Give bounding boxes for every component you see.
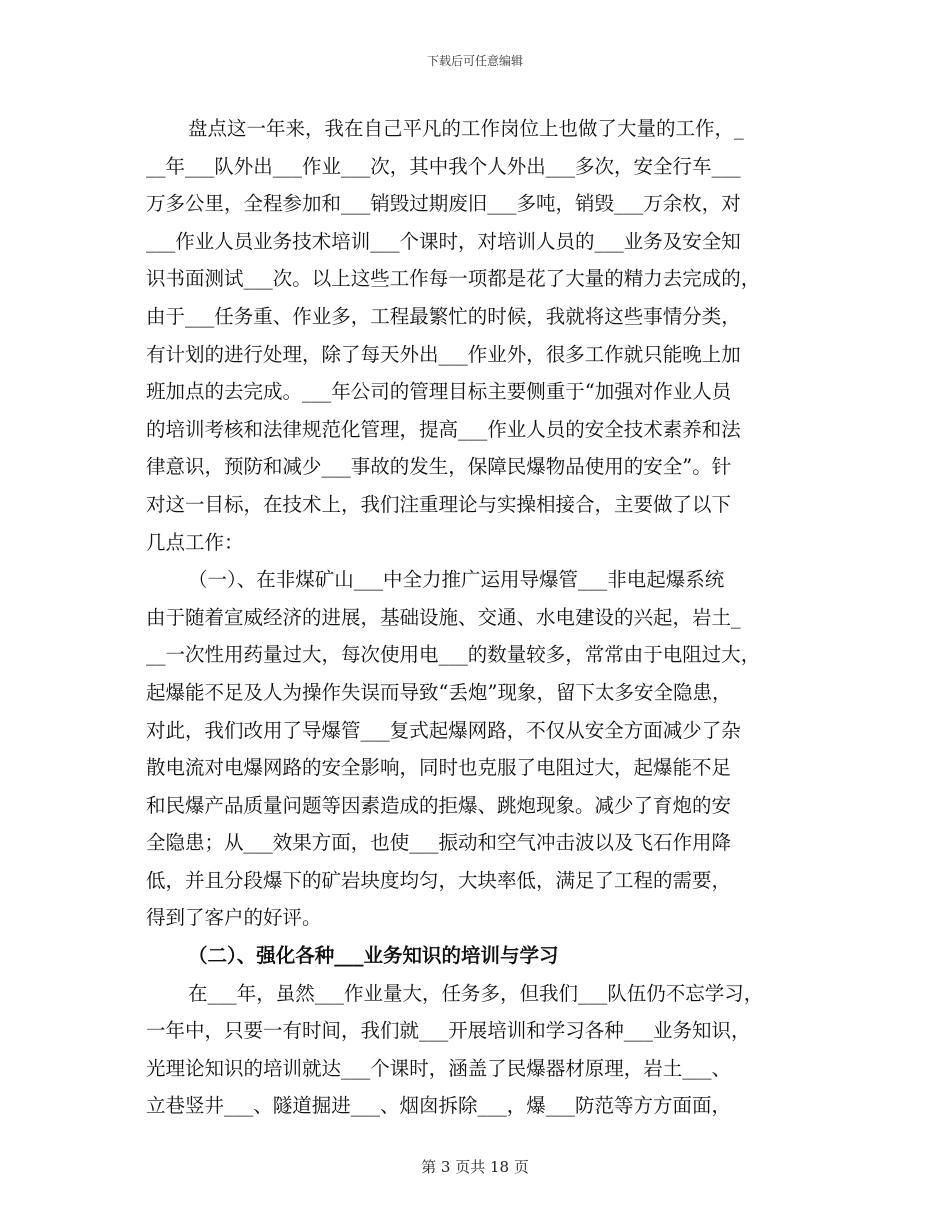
paragraph-line: 对此，我们改用了导爆管___复式起爆网路，不仅从安全方面减少了杂 [146, 718, 741, 742]
paragraph-line: 律意识，预防和减少___事故的发生，保障民爆物品使用的安全”。针 [146, 455, 732, 479]
paragraph-line: 识书面测试___次。以上这些工作每一项都是花了大量的精力去完成的， [146, 267, 761, 291]
paragraph-line: __一次性用药量过大，每次使用电___的数量较多，常常由于电阻过大， [146, 643, 761, 667]
paragraph-line: 立巷竖井___、隧道掘进___、烟囱拆除___，爆___防范等方方面面， [146, 1094, 732, 1118]
paragraph-line: 起爆能不足及人为操作失误而导致“丢炮”现象，留下太多安全隐患， [146, 680, 732, 704]
page-header: 下载后可任意编辑 [426, 54, 523, 68]
paragraph-line: 有计划的进行处理，除了每天外出___作业外，很多工作就只能晚上加 [146, 342, 741, 366]
paragraph-line: 一年中，只要一有时间，我们就___开展培训和学习各种___业务知识， [146, 1019, 751, 1043]
paragraph-line: 万多公里，全程参加和___销毁过期废旧___多吨，销毁___万余枚，对 [146, 192, 741, 216]
paragraph-line: 全隐患；从___效果方面，也使___振动和空气冲击波以及飞石作用降 [146, 831, 732, 855]
paragraph-line: 对这一目标，在技术上，我们注重理论与实操相接合，主要做了以下 [146, 492, 732, 516]
paragraph-line: __年___队外出___作业___次，其中我个人外出___多次，安全行车___ [146, 154, 741, 178]
paragraph-line: 班加点的去完成。___年公司的管理目标主要侧重于“加强对作业人员 [146, 380, 732, 404]
paragraph-line: 由于随着宣威经济的进展，基础设施、交通、水电建设的兴起，岩土_ [146, 605, 741, 629]
page-footer: 第 3 页共 18 页 [421, 1158, 529, 1176]
paragraph-line: 低，并且分段爆下的矿岩块度均匀，大块率低，满足了工程的需要， [146, 868, 732, 892]
section-heading-2: （二）、强化各种___业务知识的培训与学习 [188, 944, 559, 968]
paragraph-line: 和民爆产品质量问题等因素造成的拒爆、跳炮现象。减少了育炮的安 [146, 793, 732, 817]
paragraph-line: 在___年，虽然___作业量大，任务多，但我们___队伍仍不忘学习， [188, 981, 764, 1005]
paragraph-line: 几点工作： [146, 530, 244, 554]
document-body [146, 110, 816, 1125]
paragraph-line: 散电流对电爆网路的安全影响，同时也克服了电阻过大，起爆能不足 [146, 756, 732, 780]
section-heading-1: （一）、在非煤矿山___中全力推广运用导爆管___非电起爆系统 [188, 568, 725, 592]
paragraph-line: 光理论知识的培训就达___个课时，涵盖了民爆器材原理，岩土___、 [146, 1056, 732, 1080]
paragraph-line: 的培训考核和法律规范化管理，提高___作业人员的安全技术素养和法 [146, 417, 741, 441]
paragraph-line: 得到了客户的好评。 [146, 906, 322, 930]
paragraph-line: 盘点这一年来，我在自己平凡的工作岗位上也做了大量的工作，_ [188, 117, 744, 140]
paragraph-line: 由于___任务重、作业多，工程最繁忙的时候，我就将这些事情分类， [146, 304, 741, 328]
paragraph-line: ___作业人员业务技术培训___个课时，对培训人员的___业务及安全知 [146, 229, 741, 253]
